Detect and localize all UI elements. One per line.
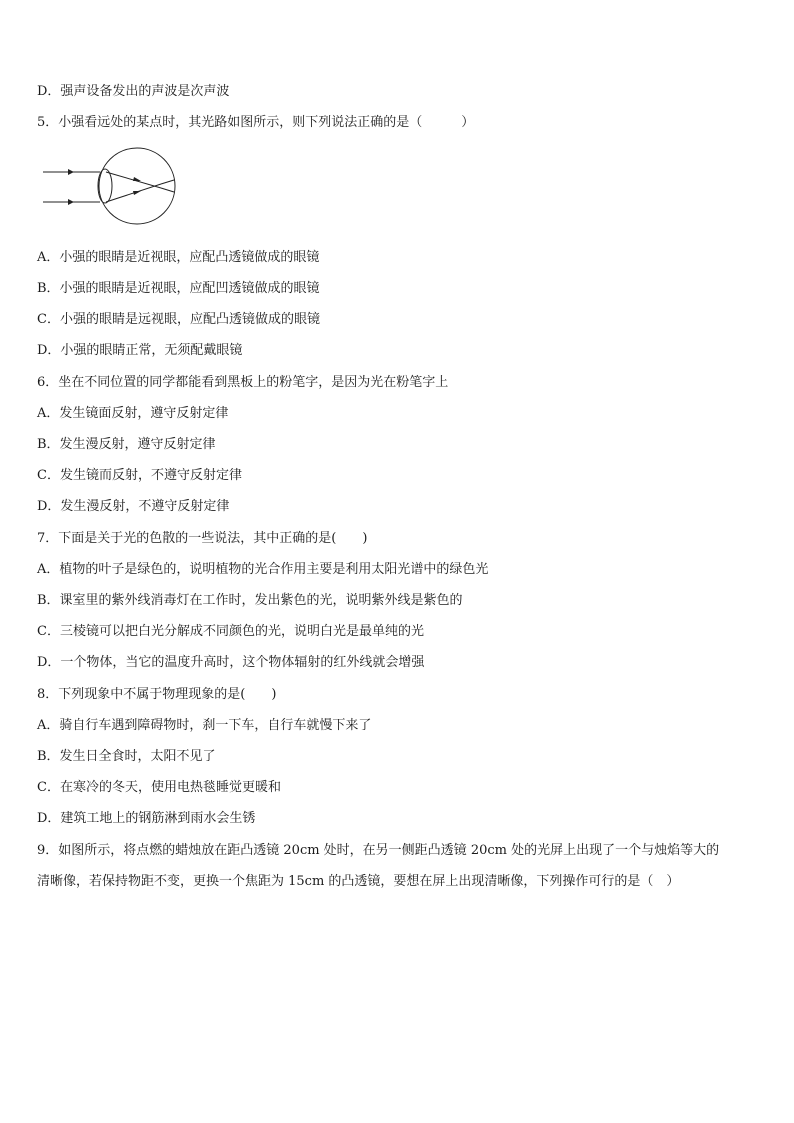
ray-arrow-bottom <box>68 199 74 205</box>
q8-option-b: B．发生日全食时，太阳不见了 <box>37 749 216 764</box>
q6-option-b: B．发生漫反射，遵守反射定律 <box>37 437 216 452</box>
q8-stem: 8．下列现象中不属于物理现象的是( ) <box>37 687 277 702</box>
q9-stem-line-2: 清晰像，若保持物距不变，更换一个焦距为 15cm 的凸透镜，要想在屏上出现清晰像，下列操作可行的是（ ） <box>37 874 680 889</box>
q7-option-a: A．植物的叶子是绿色的，说明植物的光合作用主要是利用太阳光谱中的绿色光 <box>37 562 489 577</box>
q5-option-a: A．小强的眼睛是近视眼，应配凸透镜做成的眼镜 <box>37 250 320 265</box>
eyeball <box>99 148 175 224</box>
ray-arrow-top <box>68 169 74 175</box>
q8-option-c: C．在寒冷的冬天，使用电热毯睡觉更暖和 <box>37 780 281 795</box>
q5-option-d: D．小强的眼睛正常，无须配戴眼镜 <box>37 343 243 358</box>
q6-option-c: C．发生镜而反射，不遵守反射定律 <box>37 468 242 483</box>
q7-option-d: D．一个物体，当它的温度升高时，这个物体辐射的红外线就会增强 <box>37 655 425 670</box>
q6-option-d: D．发生漫反射，不遵守反射定律 <box>37 499 230 514</box>
eye-lens <box>98 169 112 203</box>
refracted-arrow-top <box>133 177 141 181</box>
q4-option-d: D．强声设备发出的声波是次声波 <box>37 84 230 99</box>
q8-option-d: D．建筑工地上的钢筋淋到雨水会生锈 <box>37 811 256 826</box>
q6-stem: 6．坐在不同位置的同学都能看到黑板上的粉笔字，是因为光在粉笔字上 <box>37 375 449 390</box>
eye-light-path-diagram <box>40 146 180 230</box>
refracted-arrow-bottom <box>133 191 141 195</box>
q9-stem-line-1: 9．如图所示，将点燃的蜡烛放在距凸透镜 20cm 处时，在另一侧距凸透镜 20cm 处的光屏上出现了一个与烛焰等大的 <box>37 843 720 858</box>
diverging-ray-bottom <box>161 180 174 184</box>
q5-option-c: C．小强的眼睛是远视眼，应配凸透镜做成的眼镜 <box>37 312 320 327</box>
q7-option-c: C．三棱镜可以把白光分解成不同颜色的光，说明白光是最单纯的光 <box>37 624 424 639</box>
q5-stem: 5．小强看远处的某点时，其光路如图所示，则下列说法正确的是（ ） <box>37 115 475 130</box>
q7-stem: 7．下面是关于光的色散的一些说法，其中正确的是( ) <box>37 531 368 546</box>
diverging-ray-top <box>161 188 174 192</box>
q8-option-a: A．骑自行车遇到障碍物时，刹一下车，自行车就慢下来了 <box>37 718 372 733</box>
q6-option-a: A．发生镜面反射，遵守反射定律 <box>37 406 229 421</box>
q5-option-b: B．小强的眼睛是近视眼，应配凹透镜做成的眼镜 <box>37 281 320 296</box>
q7-option-b: B．课室里的紫外线消毒灯在工作时，发出紫色的光，说明紫外线是紫色的 <box>37 593 463 608</box>
